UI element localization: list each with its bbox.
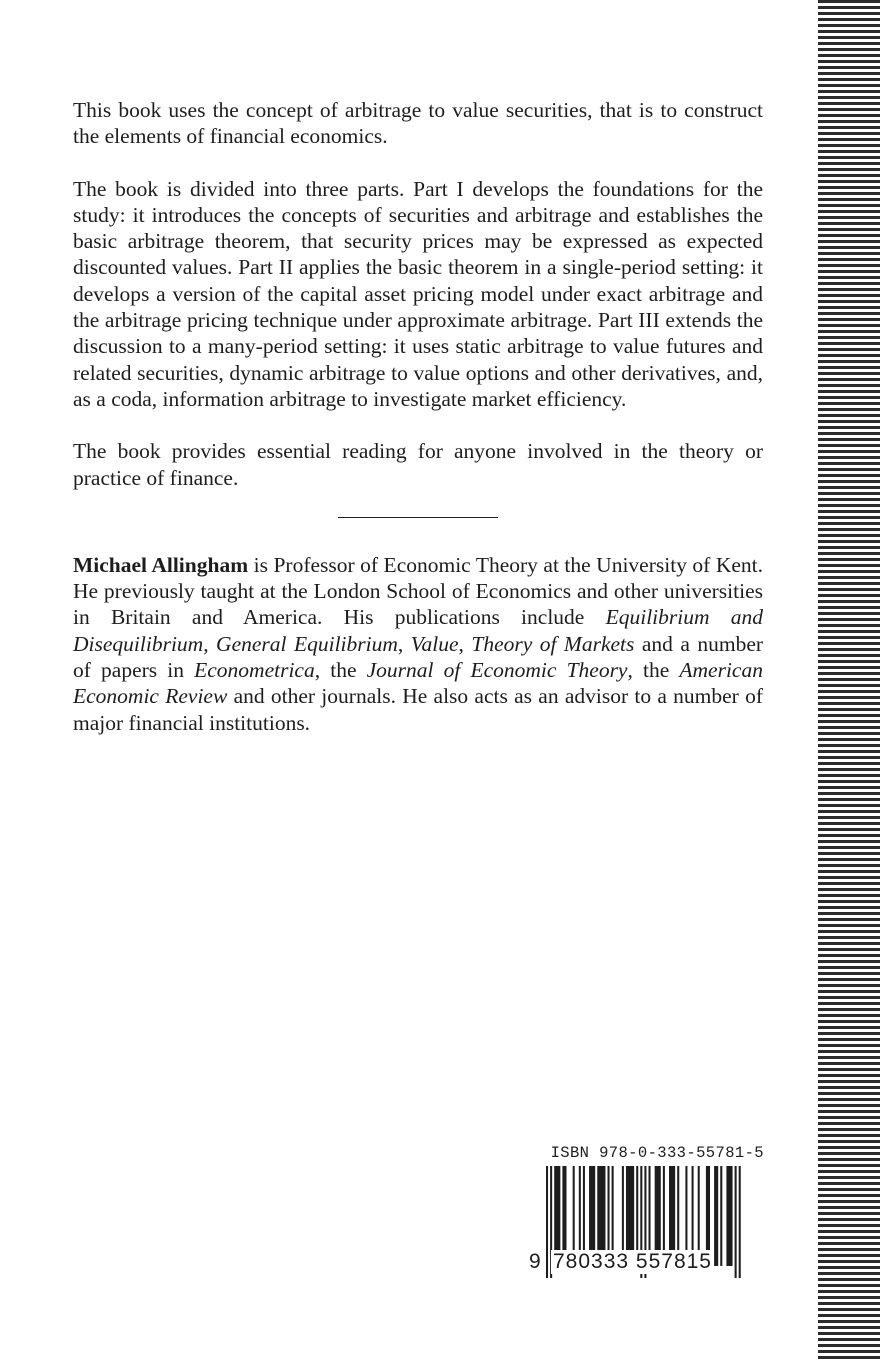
bio-work-4: Theory of Markets xyxy=(471,631,635,656)
bio-text-8: and other journals. He also acts as an advisor to a number of major financial institutions. xyxy=(73,684,763,735)
barcode-bar xyxy=(726,1166,732,1266)
blurb-paragraph-3: The book provides essential reading for anyone involved in the theory or practice of finance. xyxy=(73,439,763,490)
barcode-digits-main: 780333 557815 xyxy=(553,1250,712,1273)
barcode-digit-lead: 9 xyxy=(529,1250,542,1273)
author-name: Michael Allingham xyxy=(73,552,249,577)
bio-journal-3: American Economic Review xyxy=(73,658,763,709)
bio-journal-2: Journal of Economic Theory xyxy=(366,658,628,683)
bio-work-1: Equilibrium and Disequilibrium xyxy=(73,605,764,656)
bio-text-1: is Professor of Economic Theory at the University of Kent. He previously taught at the London School of Economics and other universities in Britain and America. His publications include xyxy=(73,552,764,630)
bio-text-3: , xyxy=(397,631,411,656)
section-divider xyxy=(338,517,498,518)
barcode-bar xyxy=(720,1166,722,1266)
bio-journal-1: Econometrica xyxy=(194,658,315,683)
back-cover-text xyxy=(73,97,763,762)
barcode-bar xyxy=(714,1166,718,1266)
author-bio xyxy=(73,552,763,736)
blurb-paragraph-1: This book uses the concept of arbitrage to value securities, that is to construct the elements of financial economics. xyxy=(73,98,763,149)
bio-work-3: Value xyxy=(410,631,459,656)
barcode-block xyxy=(524,1144,764,1278)
bio-text-7: , the xyxy=(627,658,680,683)
bio-text-2: , xyxy=(203,631,217,656)
barcode-bar xyxy=(735,1166,737,1278)
spine-stripe-pattern xyxy=(818,0,880,1360)
bio-text-4: , xyxy=(458,631,472,656)
bio-work-2: General Equilibrium xyxy=(216,631,398,656)
blurb-paragraph-2: The book is divided into three parts. Part I develops the foundations for the study: it introduces the concepts of securities and arbitrage and establishes the basic arbitrage theorem, that security prices may be expressed as expected discounted values. Part II applies the basic theorem in a single-period setting: it develops a version of the capital asset pricing model under exact arbitrage and the arbitrage pricing technique under approximate arbitrage. Part III extends the discussion to a many-period setting: it uses static arbitrage to value futures and related securities, dynamic arbitrage to value options and other derivatives, and, as a coda, information arbitrage to investigate market efficiency. xyxy=(73,176,763,411)
bio-text-6: , the xyxy=(314,658,367,683)
isbn-label: ISBN 978-0-333-55781-5 xyxy=(550,1144,764,1162)
barcode-bar xyxy=(546,1166,548,1278)
barcode-bar xyxy=(739,1166,741,1278)
bio-text-5: and a number of papers in xyxy=(73,631,764,683)
